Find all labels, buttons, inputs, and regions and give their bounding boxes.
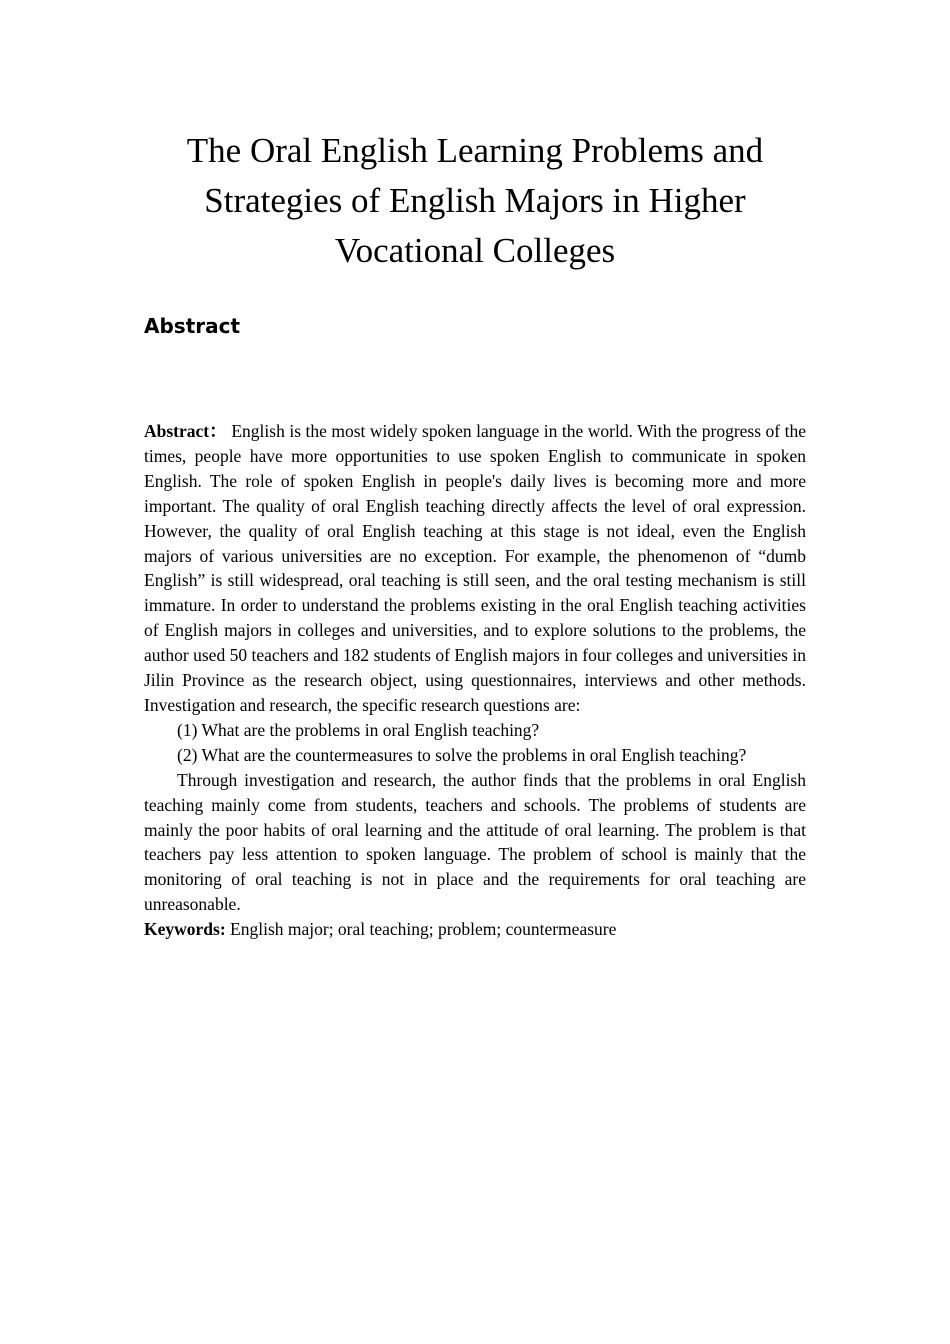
keywords-line [144, 917, 806, 942]
keywords-text: English major; oral teaching; problem; countermeasure [230, 919, 617, 940]
research-question-2: (2) What are the countermeasures to solve the problems in oral English teaching? [177, 744, 747, 765]
abstract-paragraph-1-text: English is the most widely spoken language in the world. With the progress of the times, people have more opportunities to use spoken English to communicate in spoken English. The role of spoken English in people's daily lives is becoming more and more important. The quality of oral English teaching directly affects the level of oral expression. However, the quality of oral English teaching at this stage is not ideal, even the English majors of various universities are no exception. For example, the phenomenon of “dumb English” is still widespread, oral teaching is still seen, and the oral testing mechanism is still immature. In order to understand the problems existing in the oral English teaching activities of English majors in colleges and universities, and to explore solutions to the problems, the author used 50 teachers and 182 students of English majors in four colleges and universities in Jilin Province as the research object, using questionnaires, interviews and other methods. Investigation and research, the specific research questions are: [144, 421, 806, 715]
paper-title [140, 126, 810, 276]
title-line-2: Strategies of English Majors in Higher [204, 181, 746, 220]
title-line-3: Vocational Colleges [334, 231, 616, 270]
title-line-1: The Oral English Learning Problems and [186, 131, 764, 170]
abstract-body [144, 419, 806, 942]
abstract-paragraph-2: Through investigation and research, the author finds that the problems in oral English teaching mainly come from students, teachers and schools. The problems of students are mainly the poor habits of oral learning and the attitude of oral learning. The problem is that teachers pay less attention to spoken language. The problem of school is mainly that the monitoring of oral teaching is not in place and the requirements for oral teaching are unreasonable. [144, 769, 806, 915]
abstract-heading: Abstract [144, 314, 241, 338]
keywords-label: Keywords: [144, 919, 226, 940]
abstract-paragraph-1 [144, 419, 806, 718]
research-question-1: (1) What are the problems in oral English teaching? [177, 719, 540, 740]
abstract-label: Abstract： [144, 421, 227, 441]
